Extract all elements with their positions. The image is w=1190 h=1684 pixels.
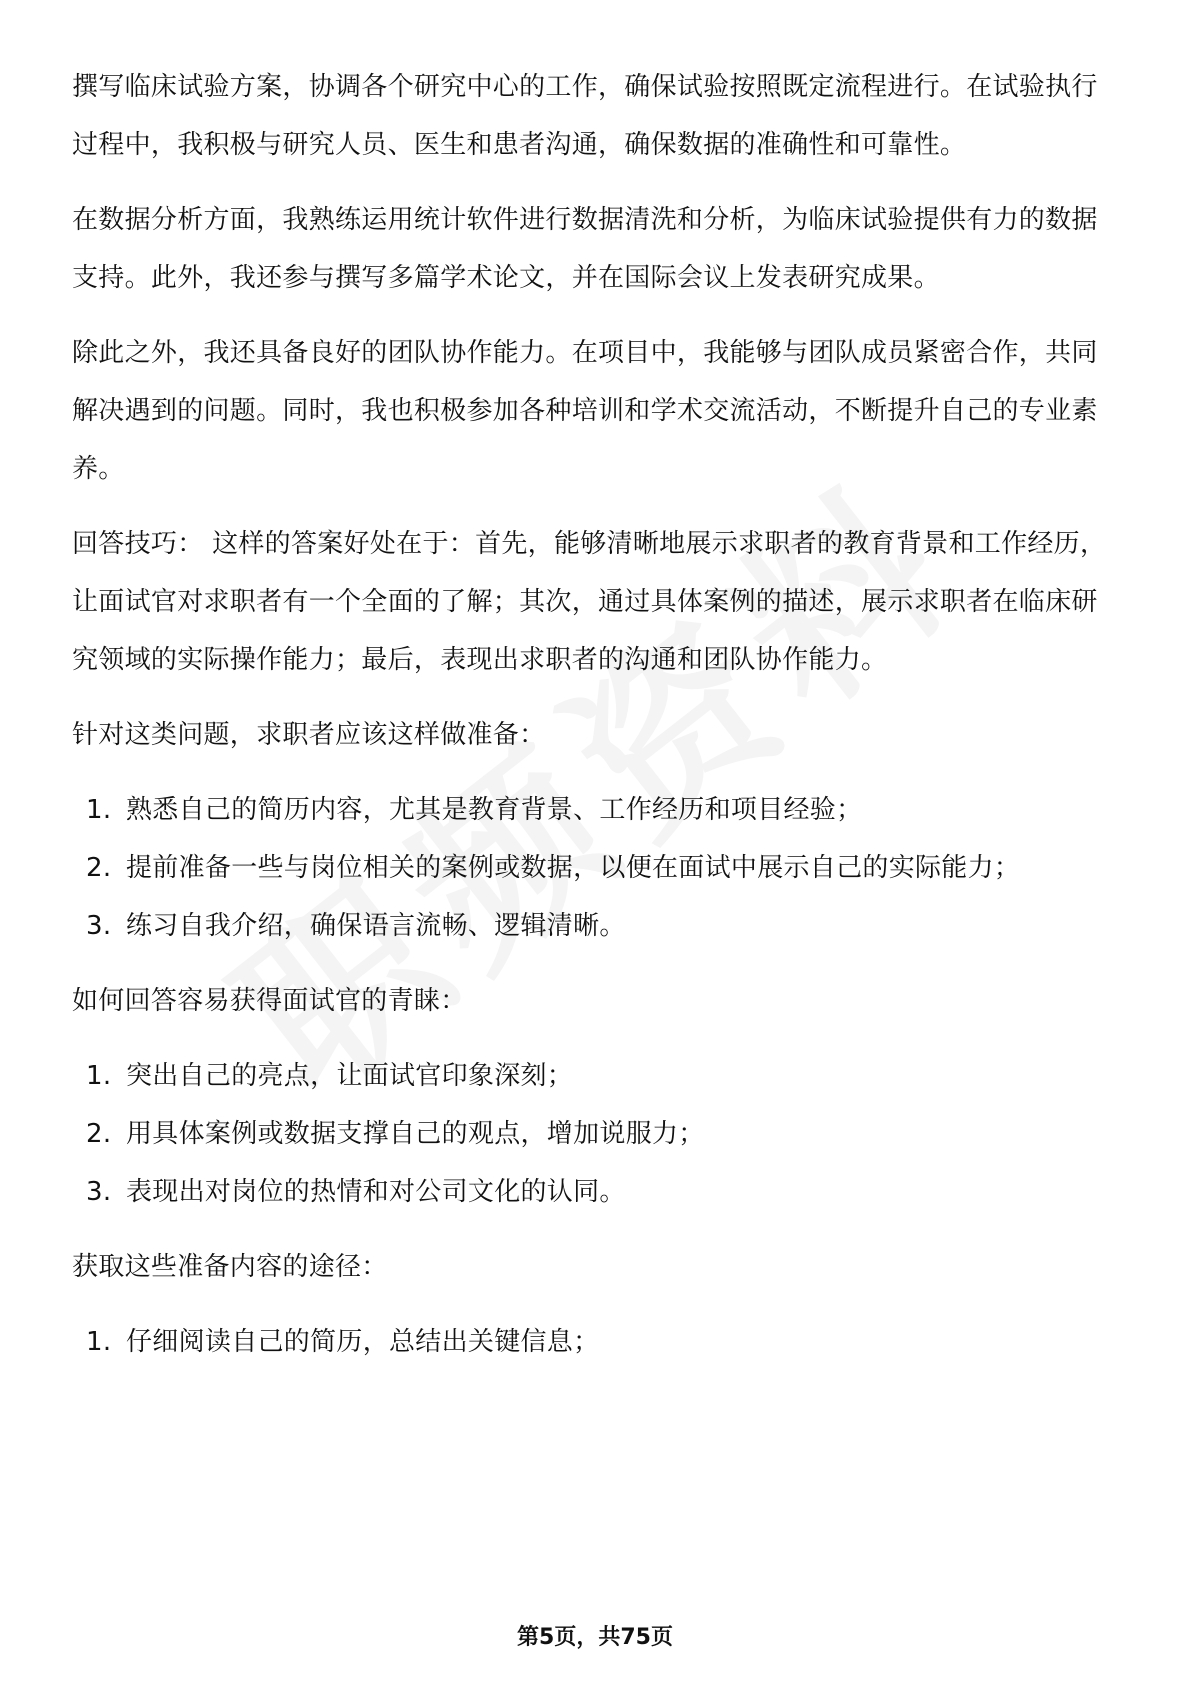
favor-list <box>72 1047 1122 1221</box>
list-number: 2. <box>86 1119 112 1149</box>
list-number: 3. <box>86 911 112 941</box>
paragraph-experience: 撰写临床试验方案，协调各个研究中心的工作，确保试验按照既定流程进行。在试验执行过程中，我积极与研究人员、医生和患者沟通，确保数据的准确性和可靠性。 <box>72 72 1098 160</box>
list-item <box>72 839 1122 897</box>
list-text: 提前准备一些与岗位相关的案例或数据，以便在面试中展示自己的实际能力； <box>126 853 1021 883</box>
preparation-list <box>72 781 1122 955</box>
list-text: 表现出对岗位的热情和对公司文化的认同。 <box>126 1177 626 1207</box>
list-item <box>72 897 1122 955</box>
list-number: 1. <box>86 1061 112 1091</box>
paragraph-teamwork: 除此之外，我还具备良好的团队协作能力。在项目中，我能够与团队成员紧密合作，共同解决遇到的问题。同时，我也积极参加各种培训和学术交流活动，不断提升自己的专业素养。 <box>72 338 1098 484</box>
sources-list <box>72 1313 1122 1371</box>
list-text: 仔细阅读自己的简历，总结出关键信息； <box>126 1327 600 1357</box>
section-favor-heading: 如何回答容易获得面试官的青睐： <box>72 986 467 1016</box>
list-item <box>72 781 1122 839</box>
list-item <box>72 1105 1122 1163</box>
list-item <box>72 1163 1122 1221</box>
paragraph-data-analysis: 在数据分析方面，我熟练运用统计软件进行数据清洗和分析，为临床试验提供有力的数据支持。此外，我还参与撰写多篇学术论文，并在国际会议上发表研究成果。 <box>72 205 1098 293</box>
list-text: 练习自我介绍，确保语言流畅、逻辑清晰。 <box>126 911 626 941</box>
page-number-footer: 第5页，共75页 <box>517 1625 673 1650</box>
list-item <box>72 1313 1122 1371</box>
list-text: 用具体案例或数据支撑自己的观点，增加说服力； <box>126 1119 705 1149</box>
list-number: 1. <box>86 795 112 825</box>
list-number: 3. <box>86 1177 112 1207</box>
document-body <box>72 58 1122 1388</box>
section-preparation-heading: 针对这类问题，求职者应该这样做准备： <box>72 720 546 750</box>
list-text: 突出自己的亮点，让面试官印象深刻； <box>126 1061 574 1091</box>
list-number: 2. <box>86 853 112 883</box>
list-number: 1. <box>86 1327 112 1357</box>
list-item <box>72 1047 1122 1105</box>
list-text: 熟悉自己的简历内容，尤其是教育背景、工作经历和项目经验； <box>126 795 863 825</box>
paragraph-answer-tips: 回答技巧： 这样的答案好处在于：首先，能够清晰地展示求职者的教育背景和工作经历，让面试官对求职者有一个全面的了解；其次，通过具体案例的描述，展示求职者在临床研究领域的实际操作能力；最后，表现出求职者的沟通和团队协作能力。 <box>72 529 1107 675</box>
section-sources-heading: 获取这些准备内容的途径： <box>72 1252 388 1282</box>
